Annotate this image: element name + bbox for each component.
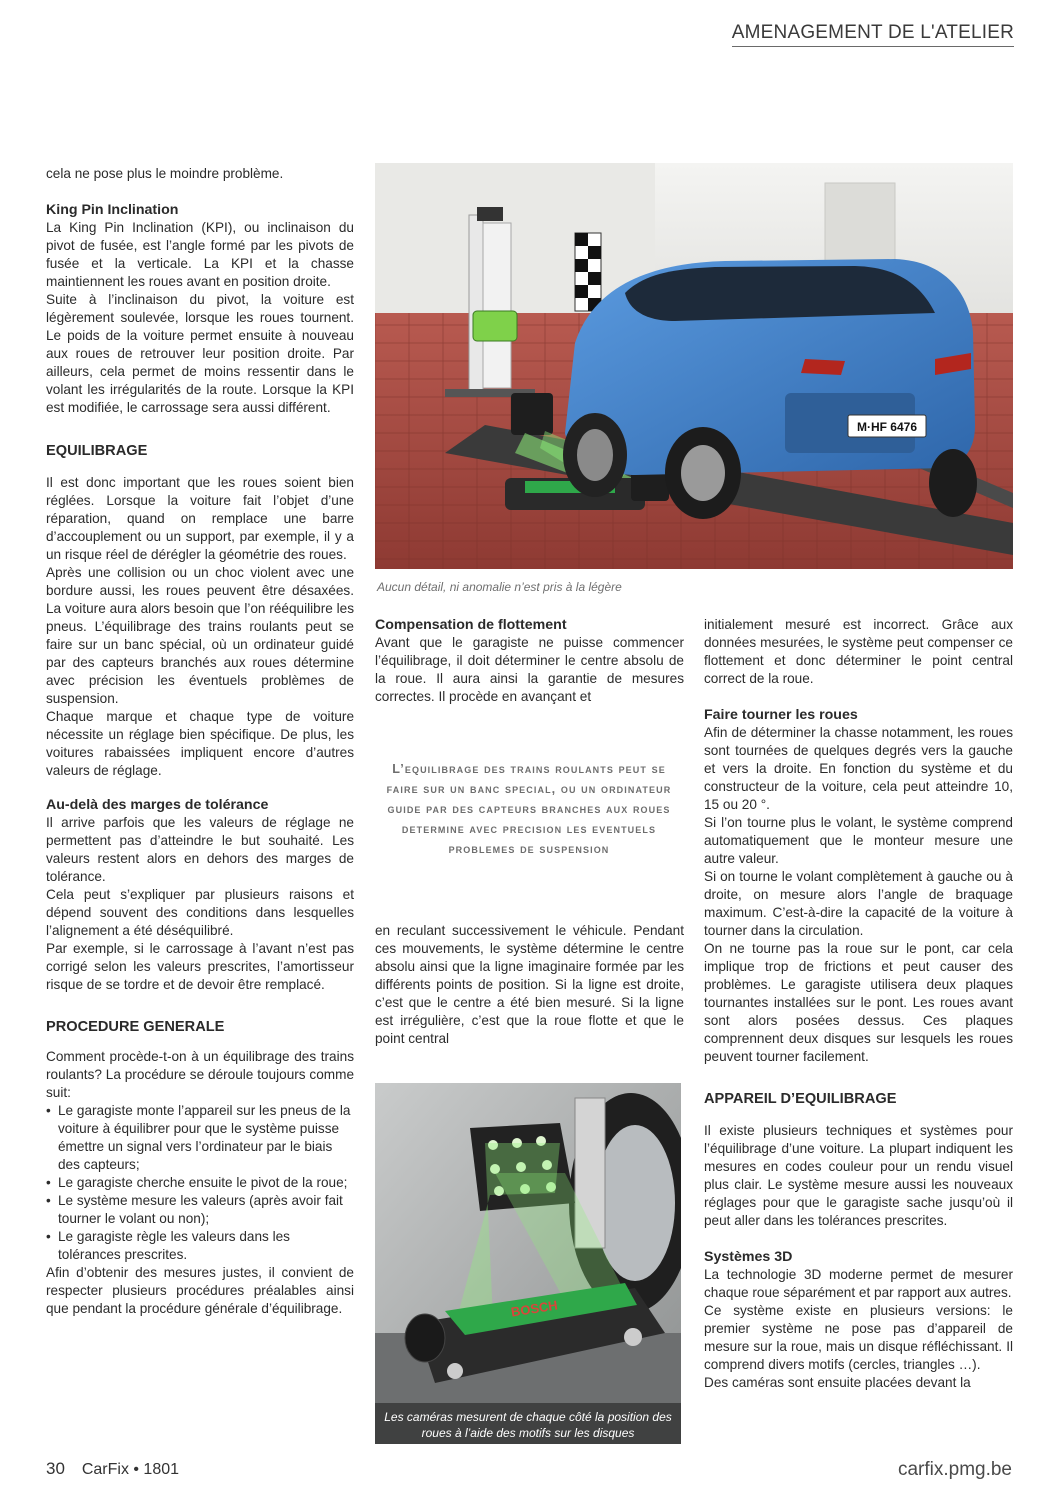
procedure-heading: PROCEDURE GENERALE — [46, 1019, 225, 1035]
kpi-heading: King Pin Inclination — [46, 202, 179, 218]
compensation-paragraph-1: Avant que le garagiste ne puisse commencer l’équilibrage, il doit déterminer le centre absolu de la roue. Il aura ainsi la garantie de mesures correctes. Il procède en avançant et — [375, 635, 684, 704]
procedure-paragraph-2: Afin d’obtenir des mesures justes, il convient de respecter plusieurs procédures préalables ainsi que pendant la procédure générale d’équilibrage. — [46, 1265, 354, 1316]
systemes-3d-paragraph-2: Ce système existe en plusieurs versions: le premier système ne pose pas d’appareil de mesure sur la roue, mais un disque réfléchissant. Il comprend divers motifs (cercles, triangles …). — [704, 1303, 1013, 1372]
magazine-issue: CarFix • 1801 — [81, 1461, 180, 1478]
systemes-3d-paragraph-3: Des caméras sont ensuite placées devant la — [704, 1375, 971, 1390]
section-header: AMENAGEMENT DE L'ATELIER — [732, 22, 1014, 47]
equilibrage-paragraph-3: Chaque marque et chaque type de voiture nécessite un réglage bien spécifique. De plus, les voitures rabaissées impliquent encore d’autres valeurs de réglage. — [46, 709, 354, 778]
tolerance-paragraph-3: Par exemple, si le carrossage à l’avant n’est pas corrigé selon les valeurs prescrites, l’amortisseur risque de se tordre et de devoir être remplacé. — [46, 941, 354, 992]
pull-quote: L’equilibrage des trains roulants peut se faire sur un banc special, ou un ordinateur guide par des capteurs branches aux roues determine avec precision les eventuels problemes de suspension — [386, 762, 672, 856]
equilibrage-paragraph-2: Après une collision ou un choc violent avec une bordure aussi, les roues peuvent être désaxées. La voiture aura alors besoin que l’on rééquilibre les pneus. L’équilibrage des trains roulants peut se faire sur un banc spécial, où un ordinateur guidé par des capteurs branchés aux roues détermine avec précision les éventuels problèmes de suspension. — [46, 565, 354, 706]
tolerance-paragraph-1: Il arrive parfois que les valeurs de réglage ne permettent pas d’atteindre le but souhaité. Les valeurs restent alors en dehors des marges de tolérance. — [46, 815, 354, 884]
intro-line: cela ne pose plus le moindre problème. — [46, 166, 284, 181]
bullet-dot: • — [46, 1229, 51, 1244]
systemes-3d-heading: Systèmes 3D — [704, 1249, 793, 1265]
column-middle — [375, 616, 684, 706]
turn-wheels-paragraph-2: Si l’on tourne plus le volant, le système comprend automatiquement que le monteur mesure une autre valeur. — [704, 815, 1013, 866]
equilibrage-paragraph-1: Il est donc important que les roues soient bien réglées. Lorsque la voiture fait l’objet d’une réparation, quand on remplace une barre d’accouplement ou un support, par exemple, il y a un risque réel de dérégler la géométrie des roues. — [46, 475, 354, 562]
footer-website[interactable]: carfix.pmg.be — [897, 1459, 1012, 1480]
procedure-bullet — [46, 1228, 354, 1264]
brand-logo: BOSCH — [509, 1297, 559, 1320]
column-right — [704, 616, 1013, 1392]
kpi-paragraph-2: Suite à l’inclinaison du pivot, la voiture est légèrement soulevée, lorsque les roues tournent. Le poids de la voiture permet ensuite à nouveau aux roues de retrouver leur position droite. Par ailleurs, cela permet de moins ressentir dans le volant les irrégularités de la route. Lorsque la KPI est modifiée, le carrossage sera aussi différent. — [46, 292, 354, 415]
page-number: 30 — [46, 1459, 65, 1478]
bullet-text: Le système mesure les valeurs (après avoir fait tourner le volant ou non); — [58, 1193, 343, 1226]
column-middle-continued — [375, 922, 684, 1048]
compensation-paragraph-2: en reculant successivement le véhicule. Pendant ces mouvements, le système détermine le centre absolu ainsi que la ligne imaginaire formée par les différents points de position. Si la ligne est droite, c’est que le centre a été bien mesuré. Si la ligne est irrégulière, c’est que la roue flotte et que le point central — [375, 923, 684, 1046]
bottom-photo-caption: Les caméras mesurent de chaque côté la position des roues à l’aide des motifs sur les disques — [384, 1410, 672, 1440]
compensation-heading: Compensation de flottement — [375, 617, 567, 633]
bullet-text: Le garagiste cherche ensuite le pivot de la roue; — [58, 1175, 348, 1190]
footer-left — [46, 1459, 179, 1479]
procedure-bullet — [46, 1174, 354, 1192]
equilibrage-heading: EQUILIBRAGE — [46, 443, 148, 459]
column-left — [46, 165, 354, 1318]
procedure-bullet — [46, 1192, 354, 1228]
bullet-text: Le garagiste règle les valeurs dans les tolérances prescrites. — [58, 1229, 290, 1262]
bullet-dot: • — [46, 1193, 51, 1208]
tolerance-heading: Au-delà des marges de tolérance — [46, 797, 269, 813]
procedure-paragraph-1: Comment procède-t-on à un équilibrage des trains roulants? La procédure se déroule toujours comme suit: — [46, 1049, 354, 1100]
appareil-paragraph-1: Il existe plusieurs techniques et systèmes pour l’équilibrage d’une voiture. La plupart indiquent les mesures en codes couleur pour un rendu visuel plus clair. Le système mesure aussi les nouveaux réglages pour que le garagiste sache jusqu’où il peut aller dans les tolérances prescrites. — [704, 1123, 1013, 1228]
camera-target-photo — [375, 1083, 681, 1444]
procedure-bullet — [46, 1102, 354, 1174]
turn-wheels-paragraph-3: Si on tourne le volant complètement à gauche ou à droite, on mesure alors l’angle de braquage maximum. C’est-à-dire la capacité de la voiture à tourner dans la circulation. — [704, 869, 1013, 938]
alignment-bench-photo — [375, 163, 1013, 569]
systemes-3d-paragraph-1: La technologie 3D moderne permet de mesurer chaque roue séparément et par rapport aux autres. — [704, 1267, 1013, 1300]
tolerance-paragraph-2: Cela peut s’expliquer par plusieurs raisons et dépend souvent des conditions dans lesquelles l’alignement a été déséquilibré. — [46, 887, 354, 938]
top-photo-caption: Aucun détail, ni anomalie n’est pris à la légère — [377, 580, 622, 594]
appareil-heading: APPAREIL D’EQUILIBRAGE — [704, 1091, 897, 1107]
kpi-paragraph-1: La King Pin Inclination (KPI), ou inclinaison du pivot de fusée, est l’angle formé par les pivots de fusée et la verticale. La KPI et la chasse maintiennent les roues avant en position droite. — [46, 220, 354, 289]
turn-wheels-paragraph-4: On ne tourne pas la roue sur le pont, car cela implique trop de frictions et peut causer des problèmes. Le garagiste utilisera deux plaques tournantes installées sur le pont. Les roues avant sont alors posées dessus. Ces plaques comprennent deux disques sur lesquels les roues peuvent tourner facilement. — [704, 941, 1013, 1064]
compensation-paragraph-3: initialement mesuré est incorrect. Grâce aux données mesurées, le système peut compenser ce flottement et donc déterminer le point central correct de la roue. — [704, 617, 1013, 686]
turn-wheels-paragraph-1: Afin de déterminer la chasse notamment, les roues sont tournées de quelques degrés vers la gauche et vers la droite. En fonction du système et du constructeur de la voiture, cela peut atteindre 10, 15 ou 20 °. — [704, 725, 1013, 812]
license-plate: M·HF 6476 — [856, 420, 918, 434]
bullet-text: Le garagiste monte l’appareil sur les pneus de la voiture à équilibrer pour que le système puisse émettre un signal vers l’ordinateur par le biais des capteurs; — [58, 1103, 351, 1172]
bullet-dot: • — [46, 1175, 51, 1190]
camera-target-illustration — [375, 1083, 681, 1444]
turn-wheels-heading: Faire tourner les roues — [704, 707, 858, 723]
bullet-dot: • — [46, 1103, 51, 1118]
alignment-bench-illustration — [375, 163, 1013, 569]
